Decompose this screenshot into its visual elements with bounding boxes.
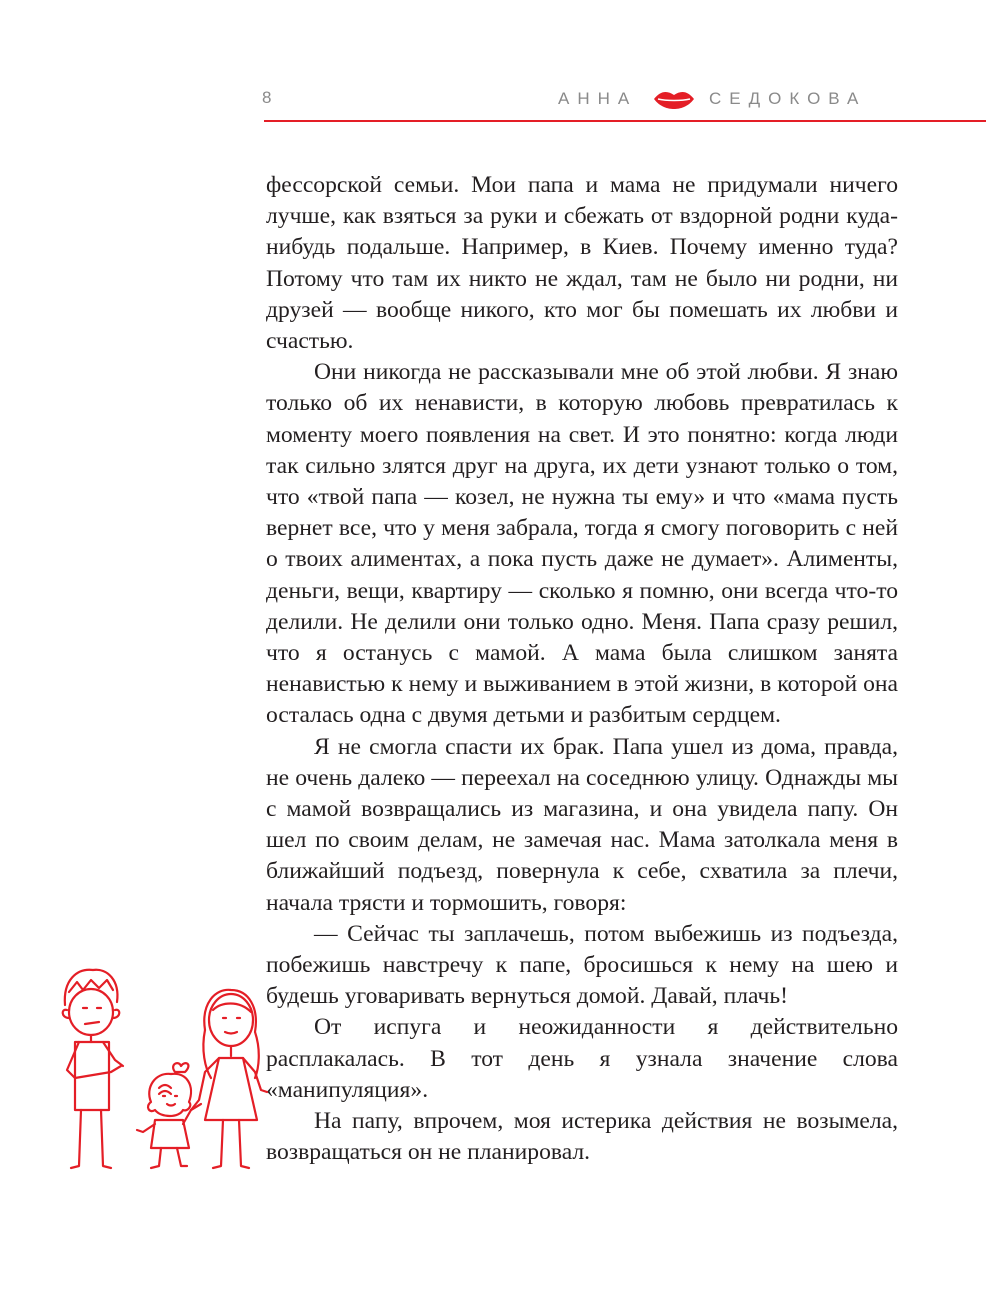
page-header [0,0,986,130]
body-text [266,170,898,1169]
page-number: 8 [262,88,273,107]
author-first-name: АННА [558,89,638,108]
child-figure-icon [137,1063,201,1168]
mother-figure-icon [191,990,267,1168]
lips-icon [652,88,696,110]
paragraph: фессорской семьи. Мои папа и мама не придумали ничего лучше, как взяться за руки и сбежать от вздорной родни куда-нибудь подальше. Например, в Киев. Почему именно туда? Потому что там их никто не ждал, там не было ни родни, ни друзей — вообще никого, кто мог бы помешать их любви и счастью. [266,172,898,355]
paragraph: Я не смогла спасти их брак. Папа ушел из дома, правда, не очень далеко — переехал на соседнюю улицу. Однажды мы с мамой возвращались из магазина, и она увидела папу. Он шел по своим делам, не замечая нас. Мама затолкала меня в ближайший подъезд, повернула к себе, схватила за плечи, начала трясти и тормошить, говоря: [266,733,898,916]
header-rule [264,120,986,122]
paragraph: На папу, впрочем, моя истерика действия не возымела, возвращаться он не планировал. [266,1108,898,1166]
paragraph: От испуга и неожиданности я действительно расплакалась. В тот день я узнала значение слова «манипуляция». [266,1014,898,1103]
author-last-name: СЕДОКОВА [709,89,867,108]
father-figure-icon [63,970,123,1168]
dialogue-paragraph: — Сейчас ты заплачешь, потом выбежишь из подъезда, побежишь навстречу к папе, бросишься к нему на шею и будешь уговаривать вернуться домой. Давай, плачь! [266,920,898,1010]
paragraph: Они никогда не рассказывали мне об этой любви. Я знаю только об их ненависти, в которую любовь превратилась к моменту моего появления на свет. И это понятно: когда люди так сильно злятся друг на друга, их дети узнают только о том, что «твой папа — козел, не нужна ты ему» и что «мама пусть вернет все, что у меня забрала, тогда я смогу поговорить с ней о твоих алиментах, а пока пусть даже не думает». Алименты, деньги, вещи, квартиру — сколько я помню, они всегда что-то делили. Не делили они только одно. Меня. Папа сразу решил, что я останусь с мамой. А мама была слишком занята ненавистью к нему и выживанием в этой жизни, в которой она осталась одна с двумя детьми и разбитым сердцем. [266,359,898,729]
family-doodle-icon [55,960,270,1175]
